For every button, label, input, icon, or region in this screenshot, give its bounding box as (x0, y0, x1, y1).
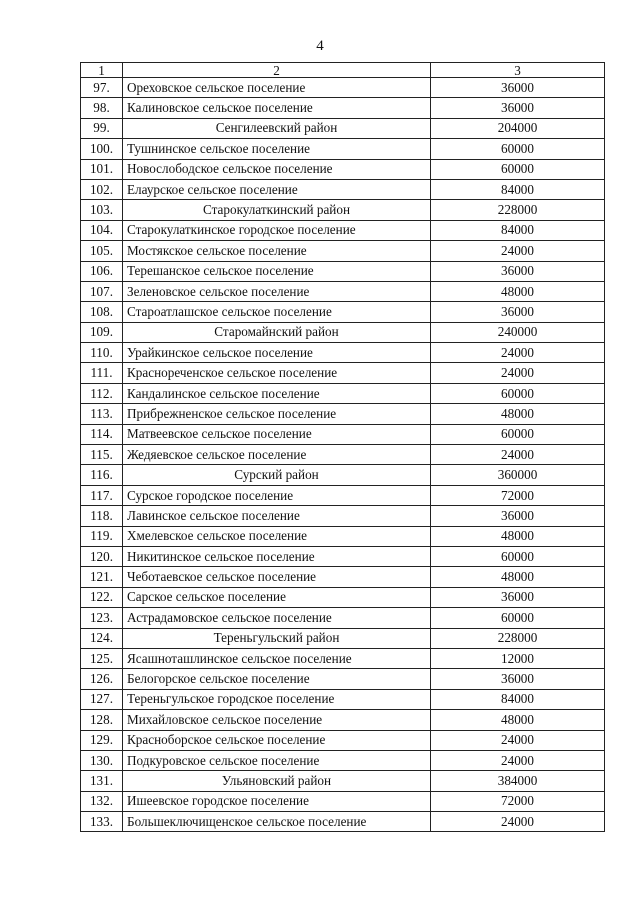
row-number: 120. (81, 546, 123, 566)
header-col-2: 2 (123, 63, 431, 78)
row-number: 110. (81, 343, 123, 363)
row-value: 36000 (431, 587, 605, 607)
row-number: 121. (81, 567, 123, 587)
table-row (81, 363, 605, 383)
row-name: Мостякское сельское поселение (123, 241, 431, 261)
row-value: 360000 (431, 465, 605, 485)
table-row (81, 750, 605, 770)
table-row (81, 506, 605, 526)
table-row (81, 587, 605, 607)
row-value: 36000 (431, 261, 605, 281)
row-name: Старокулаткинское городское поселение (123, 220, 431, 240)
row-name: Терешанское сельское поселение (123, 261, 431, 281)
row-value: 84000 (431, 689, 605, 709)
row-value: 36000 (431, 506, 605, 526)
table-row (81, 179, 605, 199)
row-value: 24000 (431, 812, 605, 832)
row-name: Староатлашское сельское поселение (123, 302, 431, 322)
row-value: 24000 (431, 730, 605, 750)
row-number: 109. (81, 322, 123, 342)
row-name: Ульяновский район (123, 771, 431, 791)
row-name: Кандалинское сельское поселение (123, 383, 431, 403)
row-number: 118. (81, 506, 123, 526)
row-name: Сарское сельское поселение (123, 587, 431, 607)
row-value: 84000 (431, 179, 605, 199)
row-name: Елаурское сельское поселение (123, 179, 431, 199)
row-name: Подкуровское сельское поселение (123, 750, 431, 770)
table-row (81, 669, 605, 689)
row-number: 133. (81, 812, 123, 832)
row-number: 123. (81, 608, 123, 628)
table-row (81, 608, 605, 628)
row-name: Калиновское сельское поселение (123, 98, 431, 118)
row-number: 97. (81, 78, 123, 98)
row-value: 48000 (431, 526, 605, 546)
row-number: 125. (81, 648, 123, 668)
row-value: 228000 (431, 628, 605, 648)
row-number: 115. (81, 445, 123, 465)
row-value: 228000 (431, 200, 605, 220)
row-name: Урайкинское сельское поселение (123, 343, 431, 363)
table-row (81, 281, 605, 301)
table-row (81, 98, 605, 118)
data-table (80, 62, 605, 832)
row-name: Старомайнский район (123, 322, 431, 342)
row-number: 119. (81, 526, 123, 546)
district-row (81, 771, 605, 791)
row-value: 24000 (431, 445, 605, 465)
table-row (81, 404, 605, 424)
row-number: 98. (81, 98, 123, 118)
row-number: 105. (81, 241, 123, 261)
table-row (81, 526, 605, 546)
table-body (81, 78, 605, 832)
district-row (81, 628, 605, 648)
row-name: Белогорское сельское поселение (123, 669, 431, 689)
row-number: 101. (81, 159, 123, 179)
row-number: 99. (81, 118, 123, 138)
row-value: 24000 (431, 343, 605, 363)
table-row (81, 445, 605, 465)
row-number: 112. (81, 383, 123, 403)
row-value: 60000 (431, 139, 605, 159)
row-value: 48000 (431, 404, 605, 424)
table-row (81, 78, 605, 98)
table-row (81, 343, 605, 363)
row-name: Никитинское сельское поселение (123, 546, 431, 566)
table-row (81, 546, 605, 566)
table-row (81, 567, 605, 587)
row-value: 24000 (431, 241, 605, 261)
table-row (81, 302, 605, 322)
row-number: 107. (81, 281, 123, 301)
row-number: 100. (81, 139, 123, 159)
table-row (81, 791, 605, 811)
row-value: 204000 (431, 118, 605, 138)
row-number: 108. (81, 302, 123, 322)
table-row (81, 710, 605, 730)
table-row (81, 689, 605, 709)
row-name: Матвеевское сельское поселение (123, 424, 431, 444)
row-name: Михайловское сельское поселение (123, 710, 431, 730)
table-row (81, 383, 605, 403)
row-value: 60000 (431, 383, 605, 403)
row-name: Тереньгульское городское поселение (123, 689, 431, 709)
row-name: Жедяевское сельское поселение (123, 445, 431, 465)
row-value: 24000 (431, 363, 605, 383)
row-number: 129. (81, 730, 123, 750)
district-row (81, 465, 605, 485)
row-number: 111. (81, 363, 123, 383)
row-number: 102. (81, 179, 123, 199)
row-value: 36000 (431, 78, 605, 98)
district-row (81, 200, 605, 220)
table-row (81, 485, 605, 505)
row-name: Ореховское сельское поселение (123, 78, 431, 98)
row-name: Ясашноташлинское сельское поселение (123, 648, 431, 668)
row-number: 127. (81, 689, 123, 709)
row-name: Сенгилеевский район (123, 118, 431, 138)
row-value: 60000 (431, 424, 605, 444)
row-name: Новослободское сельское поселение (123, 159, 431, 179)
row-number: 132. (81, 791, 123, 811)
table-row (81, 241, 605, 261)
row-value: 72000 (431, 791, 605, 811)
row-name: Астрадамовское сельское поселение (123, 608, 431, 628)
row-value: 36000 (431, 98, 605, 118)
row-number: 126. (81, 669, 123, 689)
table-row (81, 812, 605, 832)
row-value: 36000 (431, 669, 605, 689)
row-name: Чеботаевское сельское поселение (123, 567, 431, 587)
row-number: 113. (81, 404, 123, 424)
header-col-1: 1 (81, 63, 123, 78)
row-number: 114. (81, 424, 123, 444)
row-name: Сурский район (123, 465, 431, 485)
row-name: Красноборское сельское поселение (123, 730, 431, 750)
row-value: 36000 (431, 302, 605, 322)
row-name: Тушнинское сельское поселение (123, 139, 431, 159)
row-name: Большеключищенское сельское поселение (123, 812, 431, 832)
row-number: 106. (81, 261, 123, 281)
row-value: 48000 (431, 567, 605, 587)
table-row (81, 648, 605, 668)
row-name: Зеленовское сельское поселение (123, 281, 431, 301)
row-value: 240000 (431, 322, 605, 342)
row-number: 103. (81, 200, 123, 220)
table-row (81, 220, 605, 240)
row-number: 104. (81, 220, 123, 240)
row-name: Сурское городское поселение (123, 485, 431, 505)
header-col-3: 3 (431, 63, 605, 78)
table-row (81, 424, 605, 444)
table-row (81, 730, 605, 750)
row-name: Ишеевское городское поселение (123, 791, 431, 811)
row-value: 72000 (431, 485, 605, 505)
row-value: 60000 (431, 608, 605, 628)
table-row (81, 159, 605, 179)
row-number: 122. (81, 587, 123, 607)
row-name: Хмелевское сельское поселение (123, 526, 431, 546)
row-name: Лавинское сельское поселение (123, 506, 431, 526)
table-header-row (81, 63, 605, 78)
row-name: Тереньгульский район (123, 628, 431, 648)
row-number: 116. (81, 465, 123, 485)
row-value: 60000 (431, 546, 605, 566)
row-value: 84000 (431, 220, 605, 240)
row-number: 117. (81, 485, 123, 505)
page-number: 4 (316, 38, 324, 54)
row-number: 131. (81, 771, 123, 791)
row-value: 24000 (431, 750, 605, 770)
row-number: 128. (81, 710, 123, 730)
row-value: 384000 (431, 771, 605, 791)
row-number: 124. (81, 628, 123, 648)
district-row (81, 322, 605, 342)
row-value: 60000 (431, 159, 605, 179)
row-name: Краснореченское сельское поселение (123, 363, 431, 383)
row-name: Прибрежненское сельское поселение (123, 404, 431, 424)
district-row (81, 118, 605, 138)
row-name: Старокулаткинский район (123, 200, 431, 220)
row-value: 48000 (431, 281, 605, 301)
table-row (81, 139, 605, 159)
row-value: 48000 (431, 710, 605, 730)
row-value: 12000 (431, 648, 605, 668)
table-row (81, 261, 605, 281)
row-number: 130. (81, 750, 123, 770)
